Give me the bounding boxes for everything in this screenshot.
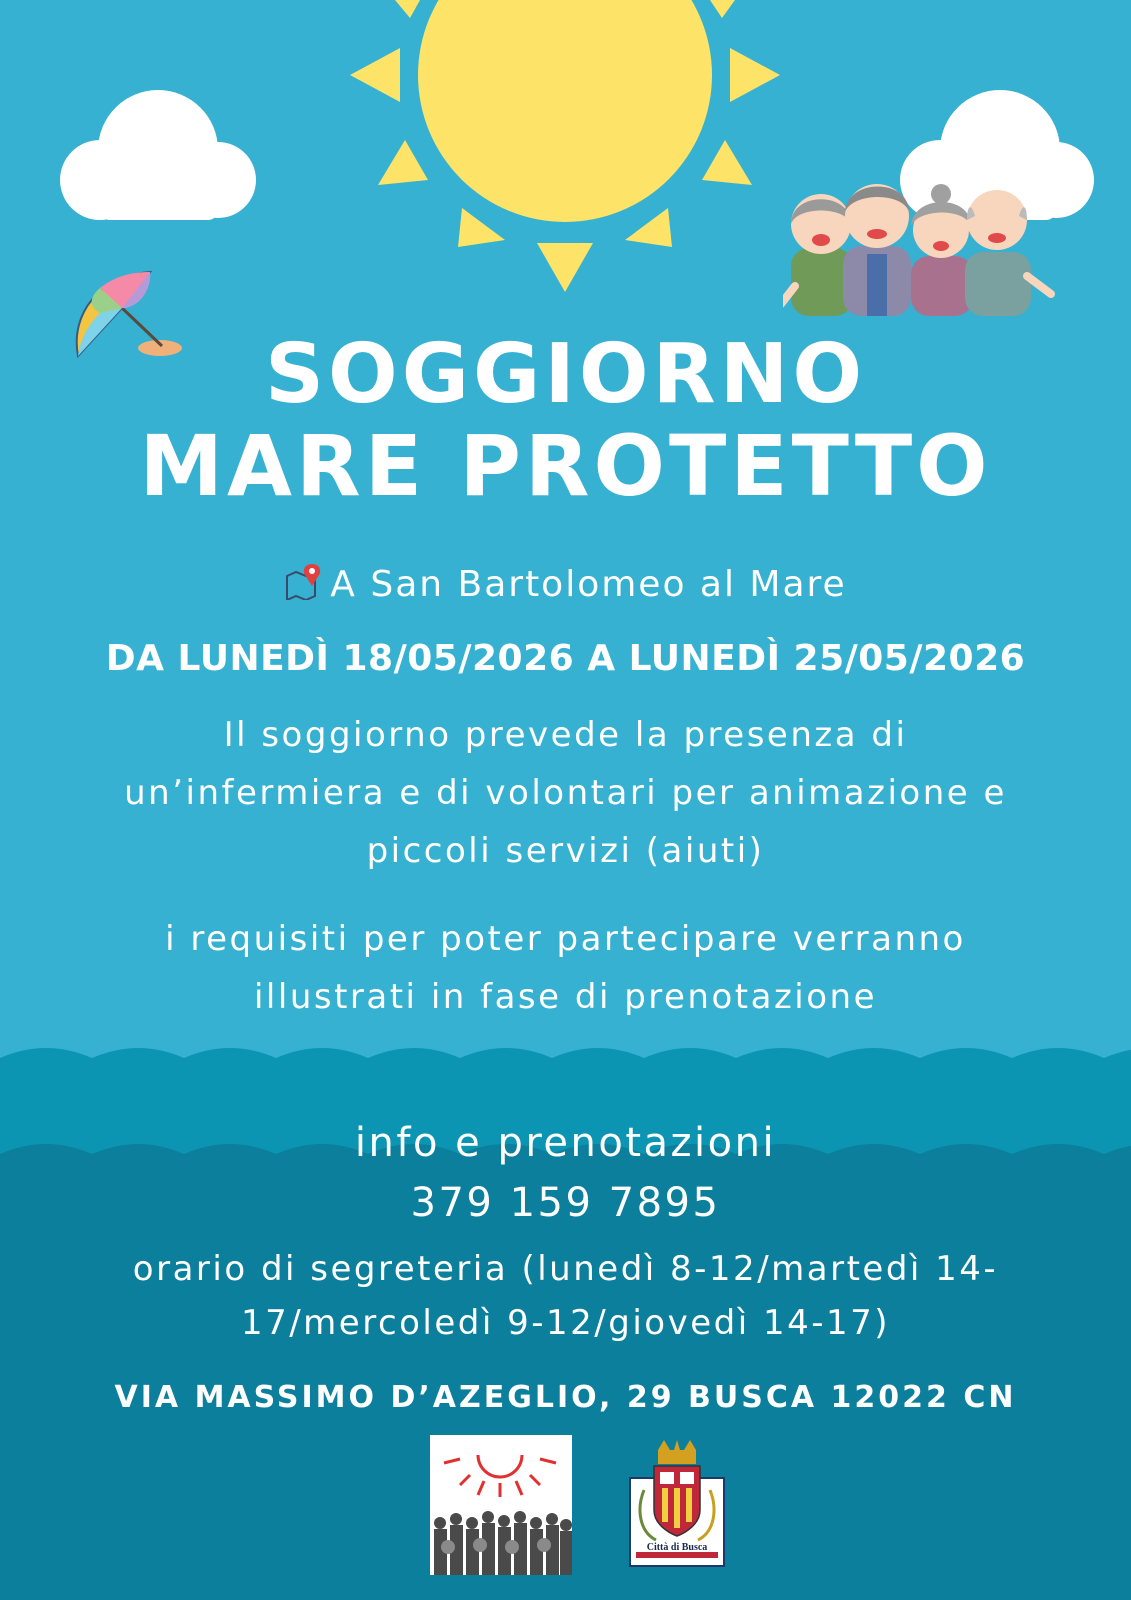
address: VIA MASSIMO D’AZEGLIO, 29 BUSCA 12022 CN (114, 1380, 1017, 1415)
contact-heading: info e prenotazioni (354, 1120, 777, 1166)
title-line-1: SOGGIORNO (264, 327, 867, 422)
city-coat-of-arms-logo (622, 1440, 732, 1576)
organization-logo (430, 1435, 572, 1575)
requirements-line: i requisiti per poter partecipare verranno (165, 919, 966, 959)
city-logo-text: Città di Busca (646, 1542, 708, 1553)
contact-phone: 379 159 7895 (410, 1180, 721, 1226)
title-line-2: MARE PROTETTO (139, 417, 992, 515)
office-hours-line: 17/mercoledì 9-12/giovedì 14-17) (240, 1303, 891, 1343)
office-hours-line: orario di segreteria (lunedì 8-12/martedì 14- (132, 1249, 999, 1289)
requirements-line: illustrati in fase di prenotazione (253, 977, 878, 1017)
event-dates: DA LUNEDÌ 18/05/2026 A LUNEDÌ 25/05/2026 (105, 638, 1026, 679)
seniors-illustration (783, 176, 1058, 316)
requirements-paragraph (80, 910, 1051, 1026)
description-line: un’infermiera e di volontari per animazione e (124, 773, 1007, 813)
description-line: Il soggiorno prevede la presenza di (223, 715, 908, 755)
office-hours (60, 1242, 1071, 1350)
description-line: piccoli servizi (aiuti) (366, 831, 765, 871)
location-text: A San Bartolomeo al Mare (330, 564, 847, 605)
cloud-icon (58, 88, 258, 223)
location-row (0, 562, 1131, 605)
description-paragraph (80, 706, 1051, 880)
map-pin-icon (284, 562, 324, 600)
